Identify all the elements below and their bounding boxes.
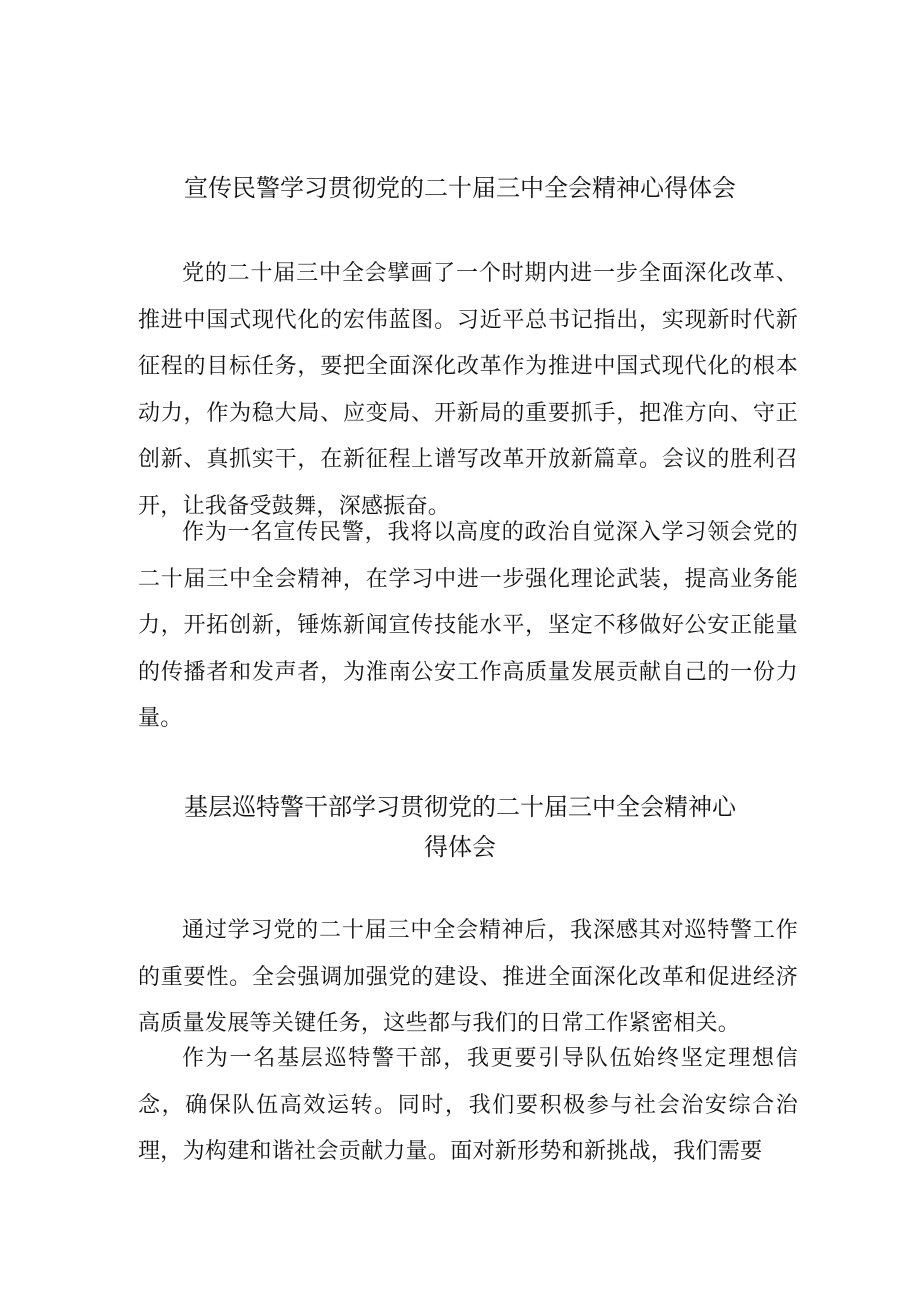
article-2-paragraph-1: 通过学习党的二十届三中全会精神后，我深感其对巡特警工作的重要性。全会强调加强党的建设、推进全面深化改革和促进经济高质量发展等关键任务，这些都与我们的日常工作紧密相关。	[138, 918, 798, 1036]
article-title-2	[0, 787, 920, 867]
article-title-1: 宣传民警学习贯彻党的二十届三中全会精神心得体会	[184, 174, 736, 202]
article-title-2-line-2: 得体会	[424, 833, 496, 861]
article-1-paragraph-2: 作为一名宣传民警，我将以高度的政治自觉深入学习领会党的二十届三中全会精神，在学习中进一步强化理论武装，提高业务能力，开拓创新，锤炼新闻宣传技能水平，坚定不移做好公安正能量的传播者和发声者，为淮南公安工作高质量发展贡献自己的一份力量。	[138, 520, 798, 731]
article-2-paragraph-2: 作为一名基层巡特警干部，我更要引导队伍始终坚定理想信念，确保队伍高效运转。同时，我们要积极参与社会治安综合治理，为构建和谐社会贡献力量。面对新形势和新挑战，我们需要	[138, 1046, 798, 1164]
article-1-paragraph-1: 党的二十届三中全会擘画了一个时期内进一步全面深化改革、推进中国式现代化的宏伟蓝图。习近平总书记指出，实现新时代新征程的目标任务，要把全面深化改革作为推进中国式现代化的根本动力，作为稳大局、应变局、开新局的重要抓手，把准方向、守正创新、真抓实干，在新征程上谱写改革开放新篇章。会议的胜利召开，让我备受鼓舞，深感振奋。	[138, 261, 798, 519]
article-title-2-line-1: 基层巡特警干部学习贯彻党的二十届三中全会精神心	[184, 793, 736, 821]
